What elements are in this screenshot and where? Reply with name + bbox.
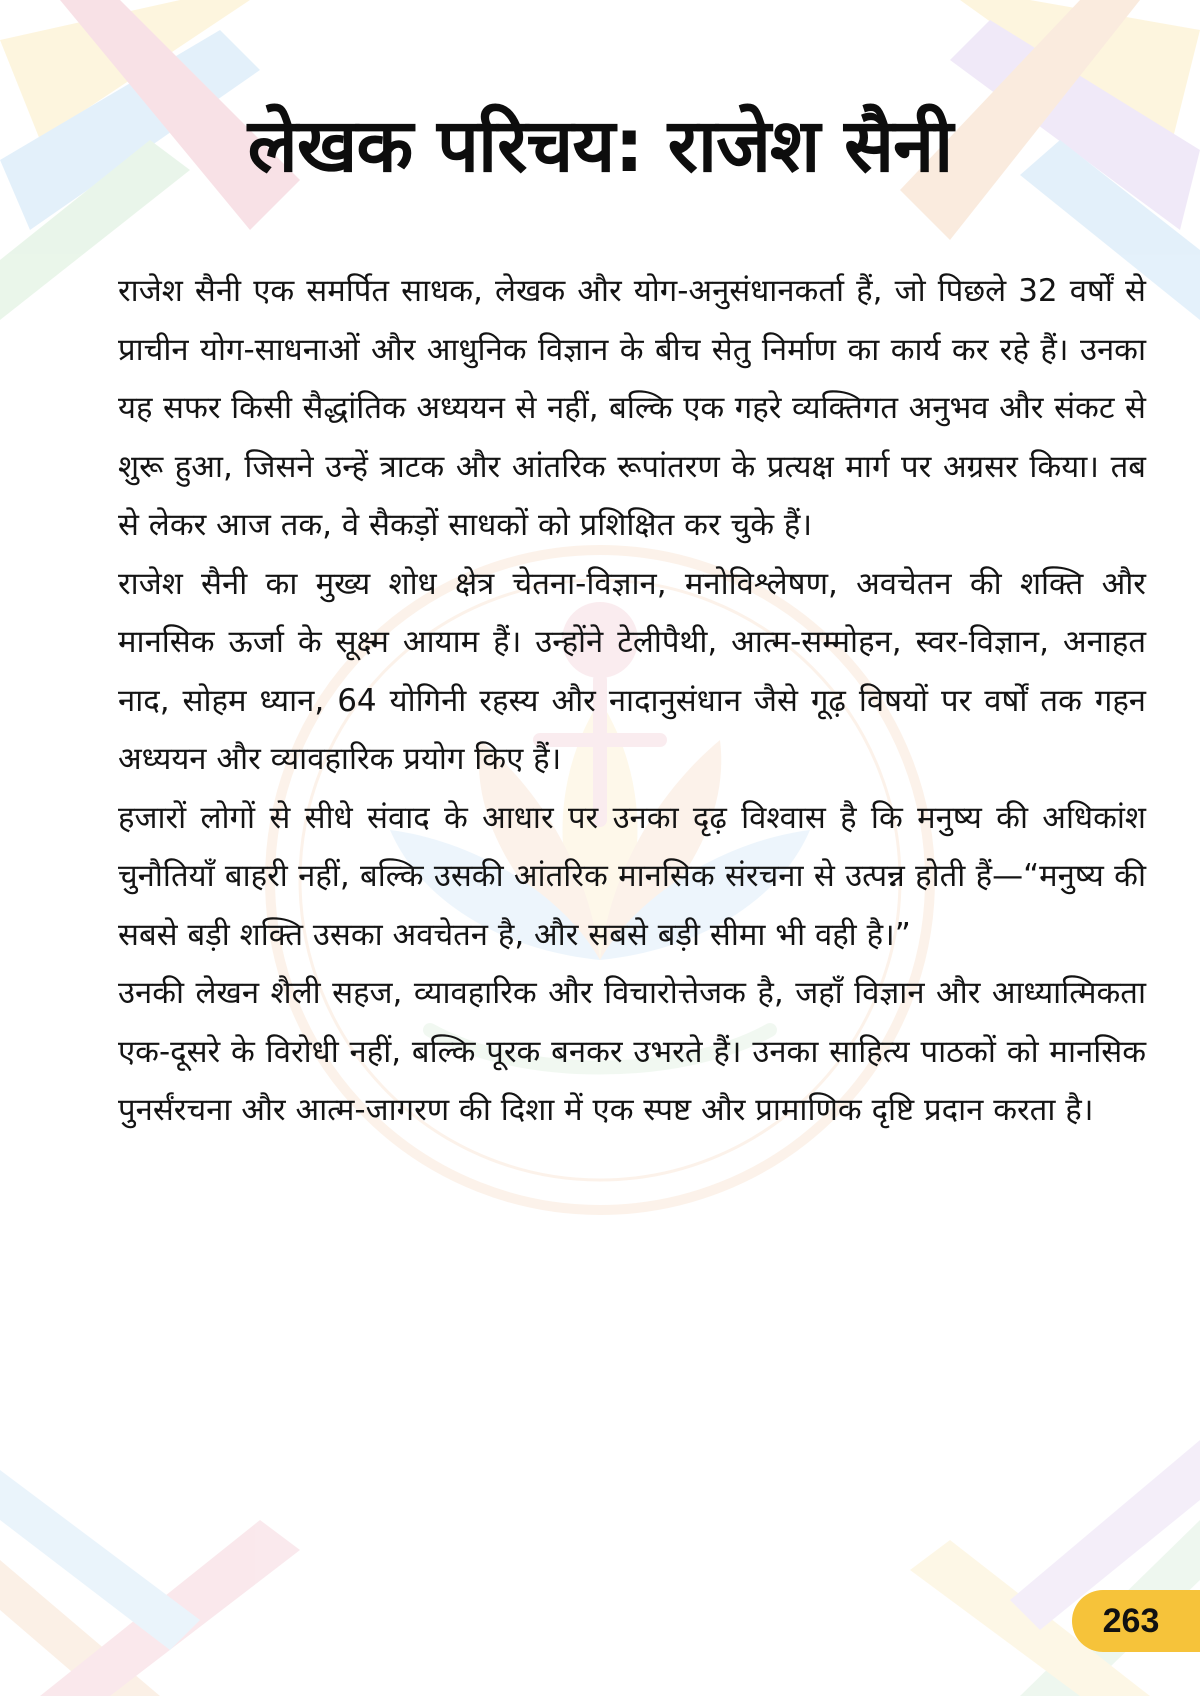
corner-ribbons-bottom-left bbox=[0, 1470, 300, 1696]
corner-ribbons-bottom-right bbox=[910, 1440, 1200, 1696]
author-bio-body bbox=[118, 262, 1146, 1140]
page-title: लेखक परिचय: राजेश सैनी bbox=[247, 103, 953, 189]
bio-paragraph-3: हजारों लोगों से सीधे संवाद के आधार पर उनका दृढ़ विश्वास है कि मनुष्य की अधिकांश चुनौतियाँ बाहरी नहीं, बल्कि उसकी आंतरिक मानसिक संरचना से उत्पन्न होती हैं—“मनुष्य की सबसे बड़ी शक्ति उसका अवचेतन है, और सबसे बड़ी सीमा भी वही है।” bbox=[118, 799, 1146, 953]
bio-paragraph-2: राजेश सैनी का मुख्य शोध क्षेत्र चेतना-विज्ञान, मनोविश्लेषण, अवचेतन की शक्ति और मानसिक ऊर्जा के सूक्ष्म आयाम हैं। उन्होंने टेलीपैथी, आत्म-सम्मोहन, स्वर-विज्ञान, अनाहत नाद, सोहम ध्यान, 64 योगिनी रहस्य और नादानुसंधान जैसे गूढ़ विषयों पर वर्षों तक गहन अध्ययन और व्यावहारिक प्रयोग किए हैं। bbox=[118, 565, 1146, 777]
bio-paragraph-4: उनकी लेखन शैली सहज, व्यावहारिक और विचारोत्तेजक है, जहाँ विज्ञान और आध्यात्मिकता एक-दूसरे के विरोधी नहीं, बल्कि पूरक बनकर उभरते हैं। उनका साहित्य पाठकों को मानसिक पुनर्संरचना और आत्म-जागरण की दिशा में एक स्पष्ट और प्रामाणिक दृष्टि प्रदान करता है। bbox=[118, 975, 1146, 1128]
bio-paragraph-1: राजेश सैनी एक समर्पित साधक, लेखक और योग-अनुसंधानकर्ता हैं, जो पिछले 32 वर्षों से प्राचीन योग-साधनाओं और आधुनिक विज्ञान के बीच सेतु निर्माण का कार्य कर रहे हैं। उनका यह सफर किसी सैद्धांतिक अध्ययन से नहीं, बल्कि एक गहरे व्यक्तिगत अनुभव और संकट से शुरू हुआ, जिसने उन्हें त्राटक और आंतरिक रूपांतरण के प्रत्यक्ष मार्ग पर अग्रसर किया। तब से लेकर आज तक, वे सैकड़ों साधकों को प्रशिक्षित कर चुके हैं। bbox=[118, 273, 1146, 543]
page-number: 263 bbox=[1102, 1601, 1160, 1640]
page-number-badge bbox=[1072, 1590, 1200, 1652]
